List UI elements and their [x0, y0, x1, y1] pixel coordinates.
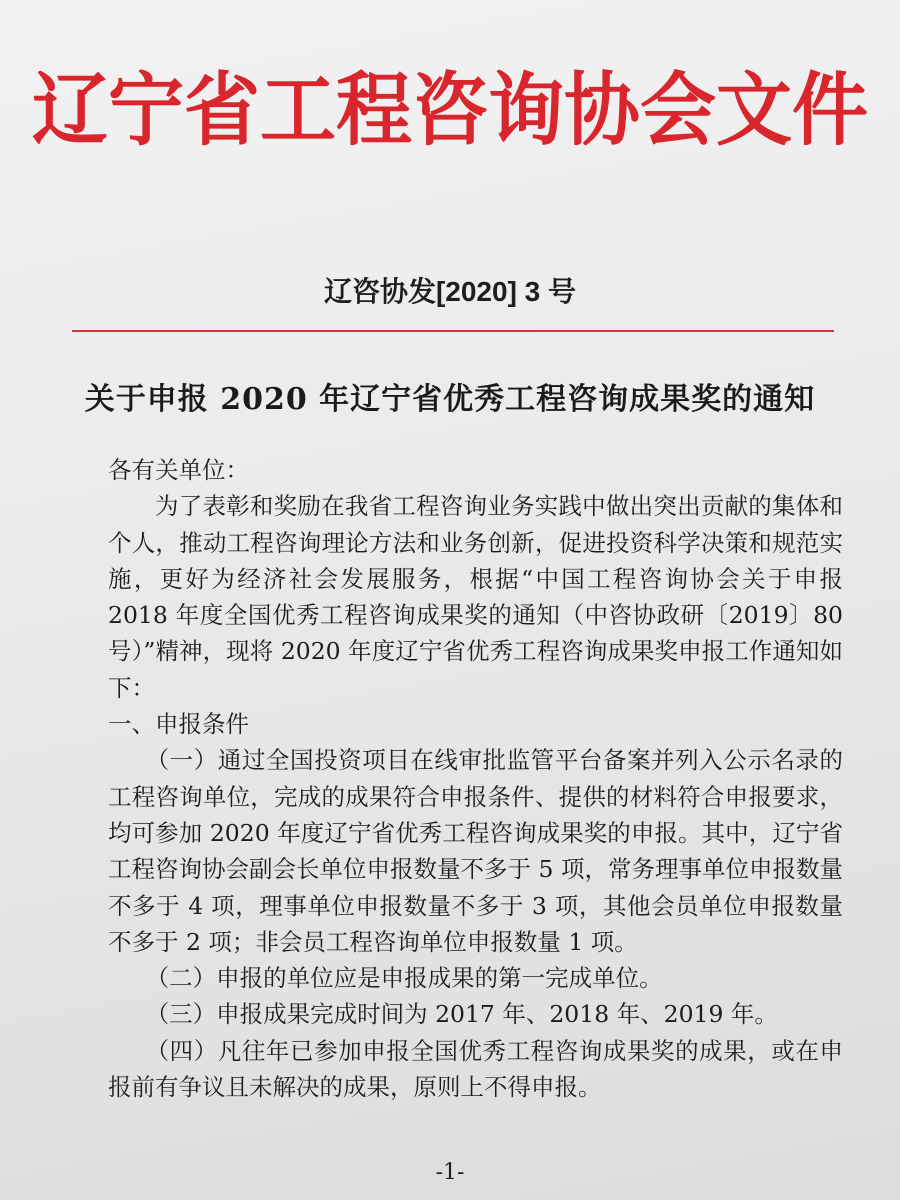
notice-body [108, 452, 843, 1105]
document-number: 辽咨协发[2020] 3 号 [323, 276, 577, 307]
red-divider-line [72, 330, 834, 332]
condition-item-2: （二）申报的单位应是申报成果的第一完成单位。 [145, 964, 663, 993]
salutation: 各有关单位： [108, 456, 249, 484]
notice-title: 关于申报 2020 年辽宁省优秀工程咨询成果奖的通知 [84, 382, 816, 417]
document-header-title: 辽宁省工程咨询协会文件 [32, 62, 868, 157]
condition-item-1: （一）通过全国投资项目在线审批监管平台备案并列入公示名录的工程咨询单位，完成的成果符合申报条件、提供的材料符合申报要求，均可参加 2020 年度辽宁省优秀工程咨询成果奖的申报。其中，辽宁省工程咨询协会副会长单位申报数量不多于 5 项，常务理事单位申报数量不多于 4 项，理事单位申报数量不多于 3 项，其他会员单位申报数量不多于 2 项；非会员工程咨询单位申报数量 1 项。 [108, 746, 843, 956]
section-heading: 一、申报条件 [108, 710, 249, 739]
intro-paragraph: 为了表彰和奖励在我省工程咨询业务实践中做出突出贡献的集体和个人，推动工程咨询理论方法和业务创新，促进投资科学决策和规范实施，更好为经济社会发展服务，根据“中国工程咨询协会关于申报 2018 年度全国优秀工程咨询成果奖的通知（中咨协政研〔2019〕80 号）”精神，现将 2020 年度辽宁省优秀工程咨询成果奖申报工作通知如下： [108, 492, 843, 702]
page-number: -1- [435, 1160, 465, 1185]
condition-item-4: （四）凡往年已参加申报全国优秀工程咨询成果奖的成果，或在申报前有争议且未解决的成果，原则上不得申报。 [108, 1036, 843, 1102]
condition-item-3: （三）申报成果完成时间为 2017 年、2018 年、2019 年。 [145, 1000, 778, 1029]
